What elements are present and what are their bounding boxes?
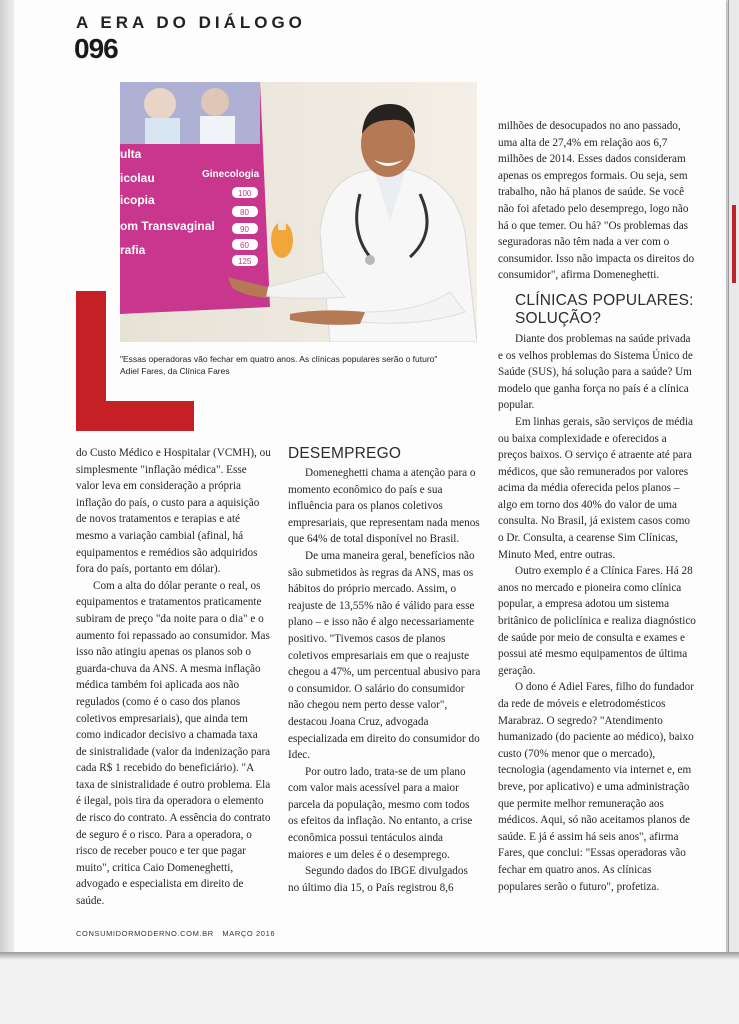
drop-cap-L: [76, 291, 194, 431]
paragraph: Outro exemplo é a Clínica Fares. Há 28 anos no mercado e pioneira como clínica popular, a empresa adotou um sistema britânico de policlínica e realiza diagnóstico de saúde por meio de consulta e exames e possui até mesmo equipamentos de última geração.: [498, 565, 696, 677]
footer-site: CONSUMIDORMODERNO.COM.BR: [76, 929, 214, 938]
paragraph: Domeneghetti chama a atenção para o momento econômico do país e sua influência para os planos coletivos empresariais, que representam nada menos que 64% de total disponível no Brasil.: [288, 467, 480, 546]
section-title: A ERA DO DIÁLOGO: [76, 13, 306, 32]
paragraph: Com a alta do dólar perante o real, os equipamentos e tratamentos praticamente subiram de preço "da noite para o dia" e o aumento foi repassado ao consumidor. Mas isso não atingiu apenas os planos sob o guarda-chuva da ANS. A mesma inflação médica também foi aplicada aos não regulados (como é o caso dos planos coletivos empresariais), que ainda tem como indicador decisivo a chamada taxa de sinistralidade (valor da indenização para cada R$ 1 recebido do beneficiário). "A taxa de sinistralidade é outro problema. Ela é ilegal, pois tira da operadora o elemento de risco do contrato. A essência do contrato de seguro é o risco. Para a operadora, o risco de receber pouco e ter que pagar muito", critica Caio Domeneghetti, advogado e especialista em direito de saúde.: [76, 579, 271, 908]
footer-date: MARÇO 2016: [222, 929, 276, 938]
heading-line-2: SOLUÇÃO?: [515, 309, 602, 327]
caption-quote: "Essas operadoras vão fechar em quatro anos. As clínicas populares serão o futuro": [120, 354, 438, 364]
paragraph: Segundo dados do IBGE divulgados no último dia 15, o País registrou 8,6: [288, 865, 468, 894]
paragraph: milhões de desocupados no ano passado, uma alta de 27,4% em relação aos 6,7 milhões de 2014. Esses dados consideram apenas os empregos formais. Ou seja, sem trabalho, não há planos de saúde. Se você não foi afetado pelo desemprego, logo não há o que temer. Ou há? "Os problemas das seguradoras não têm nada a ver com o consumidor. Isso não impacta os direitos do consumidor", afirma Domeneghetti.: [498, 120, 695, 282]
heading-desemprego: DESEMPREGO: [288, 445, 402, 462]
bottom-shadow: [0, 952, 739, 960]
heading-clinicas-populares: [515, 292, 696, 328]
sign-price-1: 100: [238, 189, 252, 198]
caption-credit: Adiel Fares, da Clínica Fares: [120, 366, 230, 376]
facing-page-red-mark: [732, 205, 736, 283]
paragraph: De uma maneira geral, benefícios não são submetidos às regras da ANS, mas os hábitos do próprio mercado. Assim, o reajuste de 13,55% não é válido para esse plano – e isso não é algo necessariamente positivo. "Tivemos casos de planos coletivos empresariais em que o reajuste chegou a 47%, um percentual abusivo para o consumidor. O salário do consumidor não chegou nem perto desse valor", destacou Joana Cruz, advogada especializada em direito do consumidor do Idec.: [288, 549, 481, 762]
page-footer: [76, 929, 281, 938]
sign-price-2: 80: [240, 208, 249, 217]
column-2: [288, 445, 481, 896]
sign-line-5: om Transvaginal: [120, 219, 215, 233]
paragraph: Em linhas gerais, são serviços de média ou baixa complexidade e oferecidos a preços baixos. O serviço é atraente até para médicos, que são remunerados por valores acima da média oferecida pelos planos – algo em torno dos 40% do valor de uma consulta. No Brasil, já existem casos como o Dr. Consulta, a cearense Sim Clínicas, Minuto Med, entre outras.: [498, 415, 694, 561]
sign-line-1: ulta: [120, 147, 142, 161]
paragraph: do Custo Médico e Hospitalar (VCMH), ou simplesmente "inflação médica". Esse valor leva em consideração a própria inflação do país, o custo para a aquisição de novos tratamentos e terapias e até mesmo a variação cambial (afinal, há equipamentos e remédios são adquiridos fora do país, portanto em dólar).: [76, 447, 271, 576]
sign-price-4: 60: [240, 241, 249, 250]
facing-page-edge: [728, 0, 739, 960]
paragraph: Por outro lado, trata-se de um plano com valor mais acessível para a maior parcela da população, mesmo com todos os efeitos da inflação. No entanto, a crise econômica possui tentáculos ainda maiores e um deles é o desemprego.: [288, 765, 473, 861]
paragraph: O dono é Adiel Fares, filho do fundador da rede de móveis e eletrodomésticos Marabraz. O segredo? "Atendimento humanizado (do paciente ao médico), baixo custo (70% menor que o mercado), tecnologia (agendamento via internet e, em breve, por aplicativo) e uma administração que permite melhor remuneração aos médicos. Aqui, só não aceitamos planos de saúde. E já é assim há seis anos", afirma Fares, que conclui: "Essas operadoras vão fechar em quatro anos. As clínicas populares serão o futuro", profetiza.: [498, 681, 694, 893]
column-3: [498, 118, 696, 895]
heading-line-1: CLÍNICAS POPULARES:: [515, 291, 694, 309]
sign-line-2: Ginecologia: [202, 169, 260, 180]
column-1: [76, 445, 271, 910]
paragraph: Diante dos problemas na saúde privada e os velhos problemas do Sistema Único de Saúde (SUS), há solução para a saúde? Um modelo que ganha força no país é a clínica popular.: [498, 332, 693, 412]
page-number: 096: [74, 33, 118, 64]
sign-price-5: 125: [238, 257, 252, 266]
sign-line-6: rafia: [120, 243, 146, 257]
sign-price-3: 90: [240, 225, 249, 234]
sign-line-4: icopia: [120, 193, 155, 207]
sign-line-3: icolau: [120, 171, 155, 185]
